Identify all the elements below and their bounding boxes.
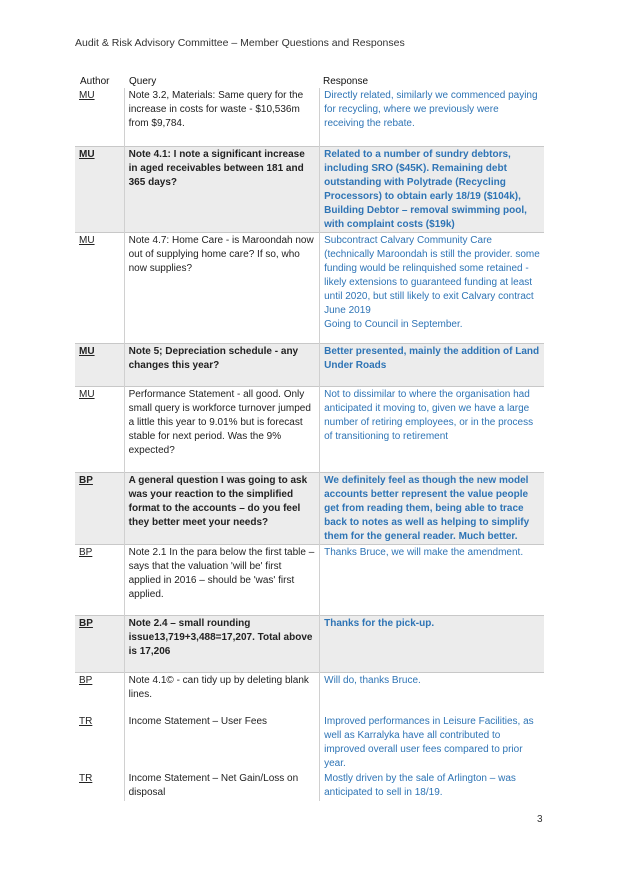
response-cell: Subcontract Calvary Community Care (technically Maroondah is still the provider. some funding would be relinquished some retained - likely extensions to guaranteed funding at least until 2020, but still likely to exit Calvary contract June 2019 Going to Council in September.	[320, 232, 544, 343]
query-cell: Income Statement – User Fees	[124, 714, 320, 771]
table-row	[75, 615, 544, 672]
table-row	[75, 771, 544, 801]
query-cell: Note 4.7: Home Care - is Maroondah now out of supplying home care? If so, who now supplies?	[124, 232, 320, 343]
document-header: Audit & Risk Advisory Committee – Member Questions and Responses	[75, 37, 405, 49]
table-row	[75, 714, 544, 771]
response-cell: Mostly driven by the sale of Arlington – was anticipated to sell in 18/19.	[320, 771, 544, 801]
query-cell: Note 2.4 – small rounding issue13,719+3,488=17,207. Total above is 17,206	[124, 615, 320, 672]
query-cell: Income Statement – Net Gain/Loss on disposal	[124, 771, 320, 801]
query-cell: Note 3.2, Materials: Same query for the increase in costs for waste - $10,536m from $9,784.	[124, 88, 320, 146]
table-row	[75, 386, 544, 472]
author-cell: MU	[79, 90, 95, 101]
table-row	[75, 544, 544, 615]
table-row	[75, 343, 544, 386]
table-row	[75, 472, 544, 544]
response-cell: Directly related, similarly we commenced paying for recycling, where we previously were receiving the rebate.	[320, 88, 544, 146]
query-cell: Note 5; Depreciation schedule - any changes this year?	[124, 343, 320, 386]
query-cell: Note 2.1 In the para below the first table – says that the valuation 'will be' first applied in 2016 – should be 'was' first applied.	[124, 544, 320, 615]
table-row	[75, 232, 544, 343]
author-cell: MU	[75, 386, 124, 472]
table-row	[75, 146, 544, 232]
response-cell: Related to a number of sundry debtors, including SRO ($45K). Remaining debt outstanding with Polytrade (Recycling Processors) to obtain early 18/19 ($104k), Building Debtor – removal swimming pool, with complaint costs ($19k)	[320, 146, 544, 232]
response-cell: Thanks Bruce, we will make the amendment.	[320, 544, 544, 615]
column-header-author: Author	[80, 76, 110, 87]
table-row	[75, 88, 544, 146]
author-cell: BP	[75, 615, 124, 672]
author-cell: TR	[79, 716, 93, 727]
author-cell: MU	[75, 343, 124, 386]
column-header-query: Query	[129, 76, 157, 87]
author-cell: BP	[75, 472, 124, 544]
table-row	[75, 672, 544, 714]
author-cell: BP	[75, 672, 124, 714]
response-cell: Improved performances in Leisure Facilities, as well as Karralyka have all contributed to improved overall user fees compared to prior year.	[320, 714, 544, 771]
author-cell: TR	[79, 773, 93, 784]
response-cell: Will do, thanks Bruce.	[320, 672, 544, 714]
response-cell: We definitely feel as though the new model accounts better represent the value people get from reading them, being able to trace back to notes as well as helping to simplify them for the general reader. Much better.	[320, 472, 544, 544]
query-cell: Performance Statement - all good. Only small query is workforce turnover jumped a little this year to 9.01% but is forecast stable for next period. Was the 9% expected?	[124, 386, 320, 472]
questions-table	[75, 88, 544, 801]
author-cell: MU	[75, 232, 124, 343]
query-cell: Note 4.1: I note a significant increase in aged receivables between 181 and 365 days?	[124, 146, 320, 232]
response-cell: Not to dissimilar to where the organisation had anticipated it moving to, given we have a large number of retiring employees, or in the process of transitioning to retirement	[320, 386, 544, 472]
author-cell: MU	[75, 146, 124, 232]
query-cell: Note 4.1© - can tidy up by deleting blank lines.	[124, 672, 320, 714]
page-number: 3	[537, 814, 543, 825]
author-cell: BP	[75, 544, 124, 615]
column-header-response: Response	[323, 76, 369, 87]
response-cell: Thanks for the pick-up.	[320, 615, 544, 672]
response-cell: Better presented, mainly the addition of Land Under Roads	[320, 343, 544, 386]
query-cell: A general question I was going to ask was your reaction to the simplified format to the accounts – do you feel they better meet your needs?	[124, 472, 320, 544]
